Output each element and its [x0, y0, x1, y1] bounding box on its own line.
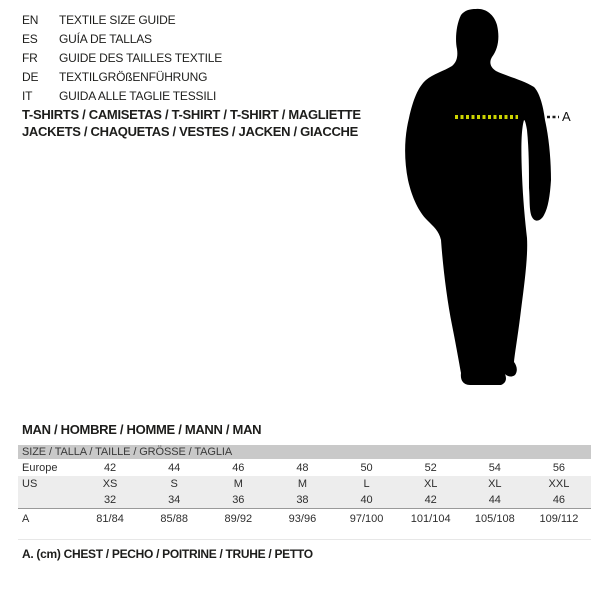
- language-row: [22, 30, 222, 49]
- size-table: [18, 445, 591, 529]
- cell: XL: [399, 476, 463, 492]
- cell: 81/84: [78, 509, 142, 530]
- cell: 52: [399, 459, 463, 476]
- cell: 56: [527, 459, 591, 476]
- row-label: US: [18, 476, 78, 492]
- cell: 44: [142, 459, 206, 476]
- cell: 36: [206, 492, 270, 509]
- language-label: TEXTILE SIZE GUIDE: [59, 13, 176, 27]
- language-list: [22, 11, 222, 106]
- cell: M: [270, 476, 334, 492]
- language-row: [22, 68, 222, 87]
- garment-line-tshirts: T-SHIRTS / CAMISETAS / T-SHIRT / T-SHIRT / MAGLIETTE: [22, 107, 361, 122]
- measure-label-a: A: [562, 109, 571, 124]
- cell: 101/104: [399, 509, 463, 530]
- language-label: GUÍA DE TALLAS: [59, 32, 152, 46]
- cell: 32: [78, 492, 142, 509]
- cell: 48: [270, 459, 334, 476]
- cell: M: [206, 476, 270, 492]
- cell: 38: [270, 492, 334, 509]
- cell: 97/100: [335, 509, 399, 530]
- garment-line-jackets: JACKETS / CHAQUETAS / VESTES / JACKEN / GIACCHE: [22, 124, 358, 139]
- language-row: [22, 49, 222, 68]
- section-title-man: MAN / HOMBRE / HOMME / MANN / MAN: [22, 422, 262, 437]
- cell: 42: [78, 459, 142, 476]
- table-row-numeric: [18, 492, 591, 509]
- language-code: ES: [22, 32, 38, 46]
- cell: XL: [463, 476, 527, 492]
- cell: 109/112: [527, 509, 591, 530]
- garment-types: [22, 106, 361, 140]
- cell: 46: [206, 459, 270, 476]
- cell: 54: [463, 459, 527, 476]
- cell: XXL: [527, 476, 591, 492]
- table-bottom-rule: [18, 539, 591, 540]
- language-label: GUIDA ALLE TAGLIE TESSILI: [59, 89, 217, 103]
- row-label: Europe: [18, 459, 78, 476]
- cell: 34: [142, 492, 206, 509]
- language-code: EN: [22, 13, 39, 27]
- table-row-europe: [18, 459, 591, 476]
- cell: 40: [335, 492, 399, 509]
- language-row: [22, 11, 222, 30]
- row-label: A: [18, 509, 78, 530]
- language-row: [22, 87, 222, 106]
- cell: L: [335, 476, 399, 492]
- cell: 42: [399, 492, 463, 509]
- cell: 44: [463, 492, 527, 509]
- man-silhouette: [405, 9, 551, 385]
- language-code: IT: [22, 89, 33, 103]
- size-grid: [18, 459, 591, 529]
- size-table-header: SIZE / TALLA / TAILLE / GRÖSSE / TAGLIA: [18, 445, 591, 459]
- cell: 50: [335, 459, 399, 476]
- cell: 89/92: [206, 509, 270, 530]
- language-code: DE: [22, 70, 39, 84]
- cell: 85/88: [142, 509, 206, 530]
- table-row-us: [18, 476, 591, 492]
- cell: 46: [527, 492, 591, 509]
- measure-footnote: A. (cm) CHEST / PECHO / POITRINE / TRUHE / PETTO: [22, 547, 313, 561]
- cell: XS: [78, 476, 142, 492]
- row-label: [18, 492, 78, 509]
- language-code: FR: [22, 51, 38, 65]
- cell: 93/96: [270, 509, 334, 530]
- table-row-chest: [18, 509, 591, 530]
- language-label: TEXTILGRÖßENFÜHRUNG: [59, 70, 208, 84]
- cell: 105/108: [463, 509, 527, 530]
- cell: S: [142, 476, 206, 492]
- language-label: GUIDE DES TAILLES TEXTILE: [59, 51, 223, 65]
